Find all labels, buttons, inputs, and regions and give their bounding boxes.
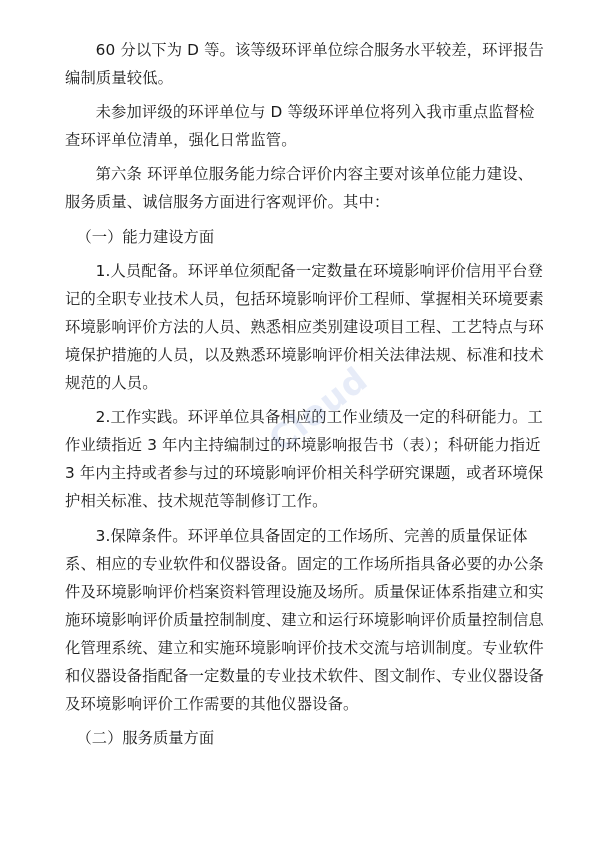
- watermark-logo: Cloud: [261, 359, 376, 461]
- document-body: [65, 36, 545, 752]
- paragraph-support-conditions: 3.保障条件。环评单位具备固定的工作场所、完善的质量保证体系、相应的专业软件和仪器设备。固定的工作场所指具备必要的办公条件及环境影响评价档案资料管理设施及场所。质量保证体系指建立和实施环境影响评价质量控制制度、建立和运行环境影响评价质量控制信息化管理系统、建立和实施环境影响评价技术交流与培训制度。专业软件和仪器设备指配备一定数量的专业技术软件、图文制作、专业仪器设备及环境影响评价工作需要的其他仪器设备。: [65, 526, 544, 714]
- paragraph-staffing: 1.人员配备。环评单位须配备一定数量在环境影响评价信用平台登记的全职专业技术人员，包括环境影响评价工程师、掌握相关环境要素环境影响评价方法的人员、熟悉相应类别建设项目工程、工艺特点与环境保护措施的人员，以及熟悉环境影响评价相关法律法规、标准和技术规范的人员。: [65, 261, 544, 393]
- section-heading-service-quality: （二）服务质量方面: [76, 729, 215, 748]
- paragraph-article-six: 第六条 环评单位服务能力综合评价内容主要对该单位能力建设、服务质量、诚信服务方面进行客观评价。其中：: [65, 165, 534, 212]
- paragraph-work-practice: 2.工作实践。环评单位具备相应的工作业绩及一定的科研能力。工作业绩指近 3 年内主持编制过的环境影响报告书（表）；科研能力指近 3 年内主持或者参与过的环境影响评价相关科学研究课题，或者环境保护相关标准、技术规范等制修订工作。: [65, 408, 544, 511]
- paragraph-grade-d: 60 分以下为 D 等。该等级环评单位综合服务水平较差，环评报告编制质量较低。: [65, 41, 544, 88]
- paragraph-unrated-units: 未参加评级的环评单位与 D 等级环评单位将列入我市重点监督检查环评单位清单，强化日常监管。: [65, 103, 535, 150]
- section-heading-capacity: （一）能力建设方面: [76, 227, 215, 246]
